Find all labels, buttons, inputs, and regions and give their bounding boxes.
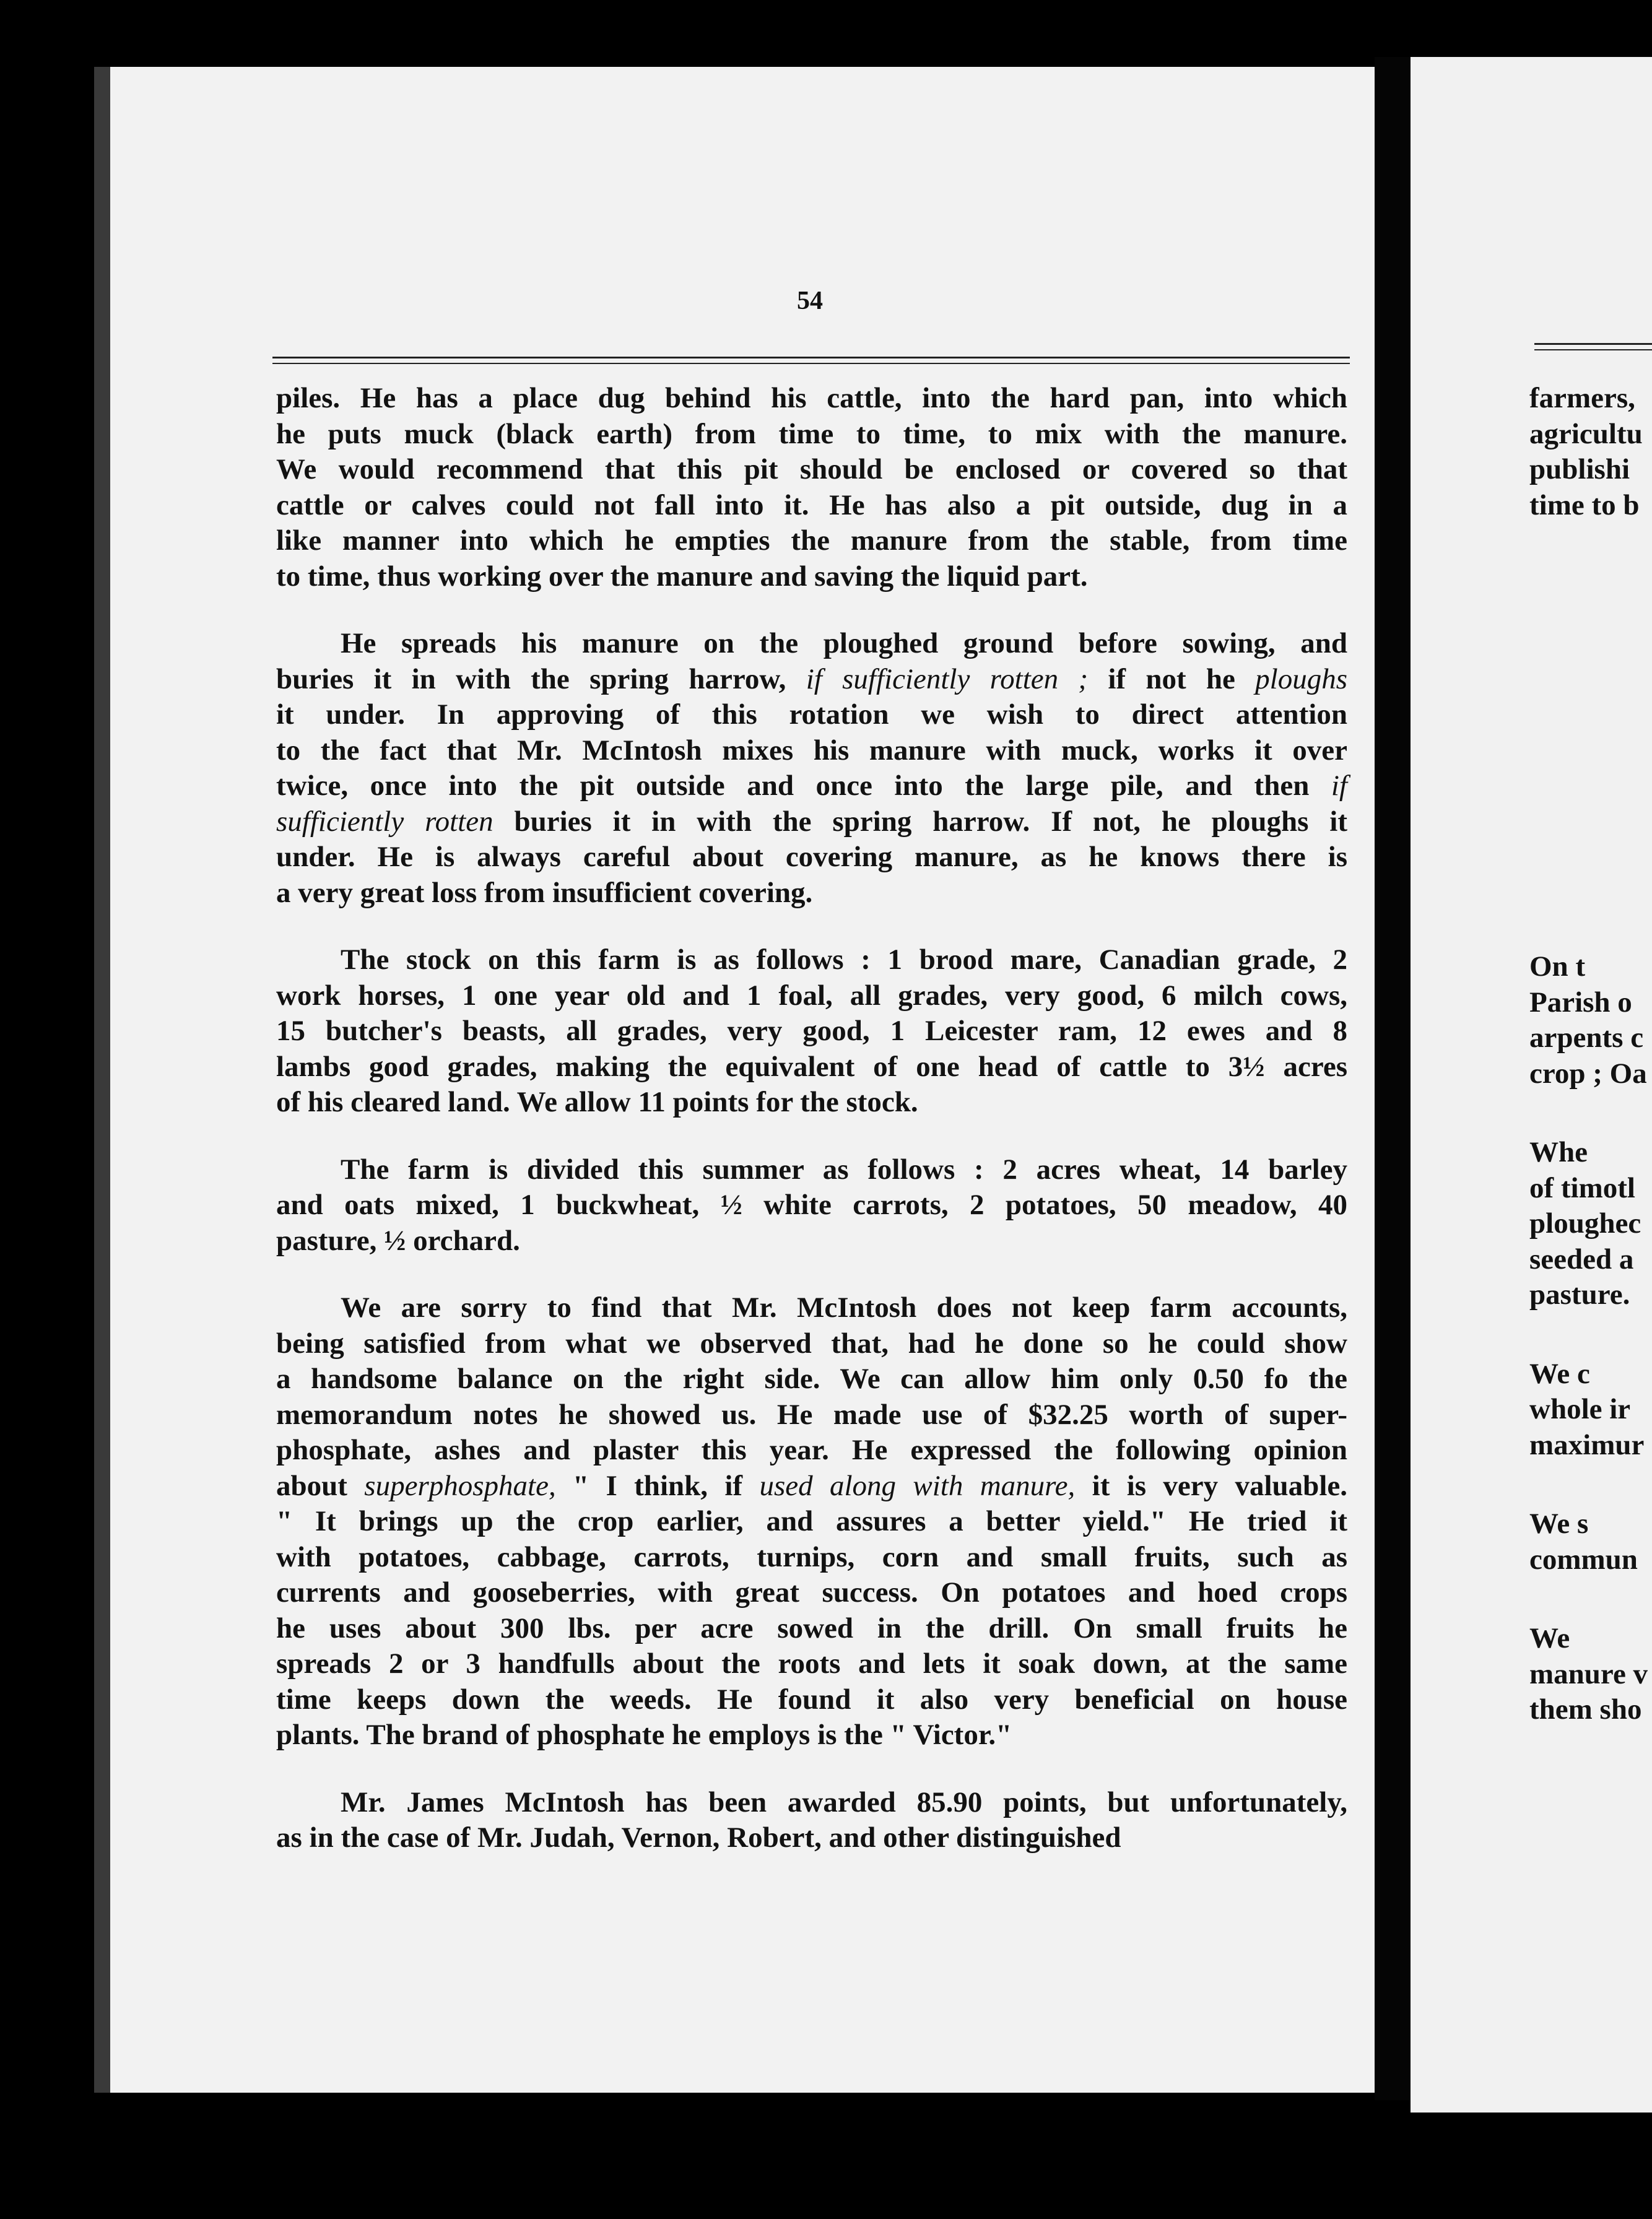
fragment-line: of timotl bbox=[1529, 1171, 1635, 1204]
header-rule-bottom bbox=[272, 363, 1350, 364]
fragment-line: farmers, bbox=[1529, 382, 1635, 414]
paragraph bbox=[276, 942, 1347, 1121]
left-page-body-text bbox=[276, 381, 1347, 1888]
text-line: as in the case of Mr. Judah, Vernon, Robert, and other distinguished bbox=[276, 1822, 1121, 1854]
text-line: to the fact that Mr. McIntosh mixes his manure with muck, works it over bbox=[276, 734, 1347, 766]
book-gutter bbox=[1375, 57, 1411, 2100]
fragment-line: We bbox=[1529, 1622, 1570, 1654]
fragment-line: arpents c bbox=[1529, 1022, 1644, 1054]
text-line: being satisfied from what we observed that, had he done so he could show bbox=[276, 1327, 1347, 1360]
paragraph bbox=[276, 1152, 1347, 1259]
text-line: and oats mixed, 1 buckwheat, ½ white carrots, 2 potatoes, 50 meadow, 40 bbox=[276, 1189, 1347, 1221]
text-line: " It brings up the crop earlier, and assures a better yield." He tried it bbox=[276, 1505, 1347, 1537]
fragment-gap bbox=[1529, 523, 1652, 949]
text-line: a handsome balance on the right side. We can allow him only 0.50 fo the bbox=[276, 1363, 1347, 1395]
text-line: he uses about 300 lbs. per acre sowed in the drill. On small fruits he bbox=[276, 1612, 1347, 1644]
text-line: time keeps down the weeds. He found it also very beneficial on house bbox=[276, 1683, 1347, 1716]
right-header-rule-top bbox=[1534, 343, 1652, 345]
fragment-line: pasture. bbox=[1529, 1279, 1630, 1311]
header-rule-top bbox=[272, 357, 1350, 358]
text-line: like manner into which he empties the manure from the stable, from time bbox=[276, 524, 1347, 557]
text-line: phosphate, ashes and plaster this year. He expressed the following opinion bbox=[276, 1434, 1347, 1466]
fragment-line: We s bbox=[1529, 1508, 1589, 1540]
text-line: The stock on this farm is as follows : 1 brood mare, Canadian grade, 2 bbox=[341, 944, 1347, 976]
text-line: Mr. James McIntosh has been awarded 85.90 points, but unfortunately, bbox=[341, 1786, 1347, 1818]
text-line: under. He is always careful about covering manure, as he knows there is bbox=[276, 841, 1347, 873]
right-header-rule-bottom bbox=[1534, 349, 1652, 350]
text-line: pasture, ½ orchard. bbox=[276, 1224, 520, 1257]
text-line: cattle or calves could not fall into it. He has also a pit outside, dug in a bbox=[276, 489, 1347, 521]
fragment-line: seeded a bbox=[1529, 1243, 1634, 1275]
text-line: twice, once into the pit outside and once into the large pile, and then if bbox=[276, 770, 1347, 802]
text-line: sufficiently rotten buries it in with the spring harrow. If not, he ploughs it bbox=[276, 805, 1347, 838]
page-number: 54 bbox=[797, 287, 823, 315]
text-line: he puts muck (black earth) from time to time, to mix with the manure. bbox=[276, 417, 1347, 450]
fragment-line: whole ir bbox=[1529, 1393, 1631, 1425]
fragment-line: crop ; Oa bbox=[1529, 1057, 1647, 1090]
text-line: with potatoes, cabbage, carrots, turnips, corn and small fruits, such as bbox=[276, 1540, 1347, 1573]
text-line: work horses, 1 one year old and 1 foal, all grades, very good, 6 milch cows, bbox=[276, 979, 1347, 1012]
text-line: about superphosphate, " I think, if used along with manure, it is very valuable. bbox=[276, 1469, 1347, 1502]
text-line: plants. The brand of phosphate he employs is the " Victor." bbox=[276, 1719, 1012, 1751]
text-line: We would recommend that this pit should be enclosed or covered so that bbox=[276, 453, 1347, 485]
fragment-line: Whe bbox=[1529, 1136, 1588, 1168]
fragment-gap bbox=[1529, 1578, 1652, 1621]
paragraph bbox=[276, 381, 1347, 594]
text-line: a very great loss from insufficient covering. bbox=[276, 876, 813, 909]
fragment-line: Parish o bbox=[1529, 986, 1632, 1018]
text-line: spreads 2 or 3 handfulls about the roots and lets it soak down, at the same bbox=[276, 1648, 1347, 1680]
paragraph bbox=[276, 1290, 1347, 1753]
paragraph bbox=[276, 1785, 1347, 1856]
fragment-line: agricultu bbox=[1529, 417, 1643, 450]
text-line: lambs good grades, making the equivalent of one head of cattle to 3½ acres bbox=[276, 1050, 1347, 1083]
text-line: 15 butcher's beasts, all grades, very good, 1 Leicester ram, 12 ewes and 8 bbox=[276, 1015, 1347, 1047]
text-line: to time, thus working over the manure and saving the liquid part. bbox=[276, 560, 1088, 593]
text-line: The farm is divided this summer as follows : 2 acres wheat, 14 barley bbox=[341, 1153, 1347, 1186]
fragment-gap bbox=[1529, 1463, 1652, 1506]
fragment-line: On t bbox=[1529, 950, 1586, 983]
fragment-gap bbox=[1529, 1092, 1652, 1135]
fragment-line: them sho bbox=[1529, 1693, 1642, 1726]
text-line: We are sorry to find that Mr. McIntosh does not keep farm accounts, bbox=[341, 1292, 1347, 1324]
fragment-line: We c bbox=[1529, 1357, 1590, 1390]
text-line: He spreads his manure on the ploughed ground before sowing, and bbox=[341, 627, 1347, 659]
text-line: of his cleared land. We allow 11 points for the stock. bbox=[276, 1086, 918, 1118]
fragment-gap bbox=[1529, 1313, 1652, 1357]
right-page-text-fragments bbox=[1529, 381, 1652, 1728]
fragment-line: commun bbox=[1529, 1543, 1638, 1576]
fragment-line: maximur bbox=[1529, 1428, 1645, 1461]
text-line: memorandum notes he showed us. He made use of $32.25 worth of super- bbox=[276, 1398, 1347, 1431]
fragment-line: ploughec bbox=[1529, 1207, 1641, 1240]
text-line: it under. In approving of this rotation we wish to direct attention bbox=[276, 698, 1347, 731]
fragment-line: manure v bbox=[1529, 1657, 1648, 1690]
text-line: currents and gooseberries, with great success. On potatoes and hoed crops bbox=[276, 1576, 1347, 1609]
text-line: buries it in with the spring harrow, if sufficiently rotten ; if not he ploughs bbox=[276, 662, 1348, 695]
text-line: piles. He has a place dug behind his cattle, into the hard pan, into which bbox=[276, 382, 1347, 414]
paragraph bbox=[276, 626, 1347, 911]
fragment-line: publishi bbox=[1529, 453, 1630, 485]
fragment-line: time to b bbox=[1529, 489, 1640, 521]
